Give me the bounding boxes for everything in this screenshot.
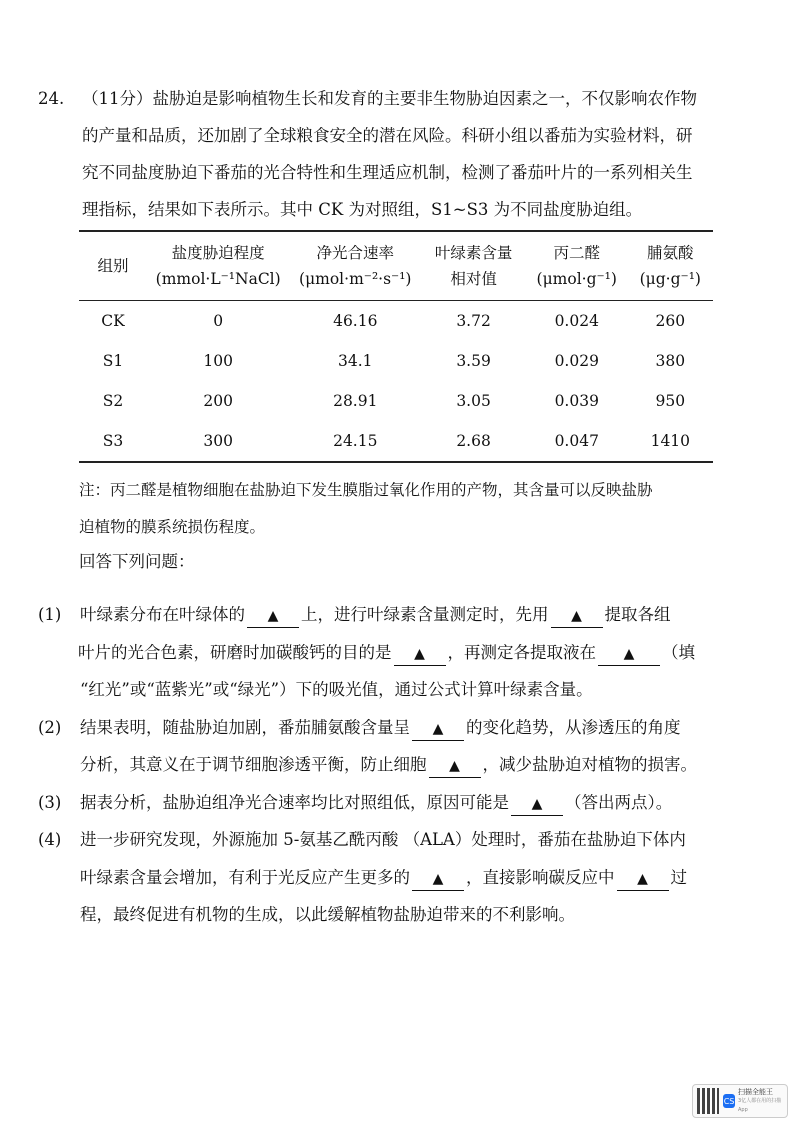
text: 的变化趋势，从渗透压的角度 <box>466 717 681 737</box>
cell: 0.039 <box>554 392 599 410</box>
cell: 34.1 <box>338 352 373 370</box>
answer-blank[interactable]: ▲ <box>511 792 563 816</box>
note-line-2: 迫植物的膜系统损伤程度。 <box>79 518 266 536</box>
table-row <box>79 381 713 421</box>
answer-blank[interactable]: ▲ <box>412 717 464 741</box>
text: （答出两点）。 <box>565 792 673 812</box>
answer-blank[interactable]: ▲ <box>429 754 481 778</box>
table-row <box>79 301 713 342</box>
sub-question-1 <box>38 596 728 709</box>
text: 据表分析，盐胁迫组净光合速率均比对照组低，原因可能是 <box>80 792 509 812</box>
text: 结果表明，随盐胁迫加剧，番茄脯氨酸含量呈 <box>80 717 410 737</box>
stem-line-4: 理指标，结果如下表所示。其中 CK 为对照组，S1~S3 为不同盐度胁迫组。 <box>82 200 643 219</box>
cell: S2 <box>102 392 124 410</box>
cell: 200 <box>203 392 233 410</box>
watermark-text <box>738 1088 783 1115</box>
results-table <box>79 230 713 463</box>
cell: 260 <box>655 312 686 330</box>
sub-question-3 <box>38 784 728 822</box>
header-proline: 脯氨酸 (μg·g⁻¹) <box>628 231 713 301</box>
cell: 950 <box>655 392 686 410</box>
cell: 0.024 <box>554 312 599 330</box>
cell: 0.029 <box>554 352 599 370</box>
answer-blank[interactable]: ▲ <box>551 604 603 628</box>
table-row <box>79 341 713 381</box>
sub-question-tag: (3) <box>38 792 62 812</box>
sub-questions <box>38 596 728 934</box>
answer-blank[interactable]: ▲ <box>394 642 446 666</box>
cell: 300 <box>147 421 289 462</box>
header-mda: 丙二醛 (μmol·g⁻¹) <box>526 231 628 301</box>
question-number: 24. <box>38 89 65 108</box>
text: 叶绿素含量会增加，有利于光反应产生更多的 <box>80 867 410 887</box>
table-header-row <box>79 231 713 301</box>
cell: 2.68 <box>421 421 526 462</box>
app-tagline: 3亿人都在用的扫描App <box>738 1097 782 1113</box>
text: （填 <box>662 642 695 662</box>
sub-question-tag: (2) <box>38 717 62 737</box>
text: 分析，其意义在于调节细胞渗透平衡，防止细胞 <box>80 755 427 774</box>
cell: 28.91 <box>333 392 378 410</box>
sub-question-tag: (1) <box>38 605 62 624</box>
cell: 1410 <box>628 421 713 462</box>
cell: 3.59 <box>456 352 491 370</box>
cell: CK <box>101 312 125 330</box>
note-line-1: 注：丙二醛是植物细胞在盐胁迫下发生膜脂过氧化作用的产物，其含量可以反映盐胁 <box>79 481 653 499</box>
sub-question-tag: (4) <box>38 830 62 849</box>
sub-question-4 <box>38 821 728 934</box>
cell: 380 <box>655 352 686 370</box>
stem-line-3: 究不同盐度胁迫下番茄的光合特性和生理适应机制，检测了番茄叶片的一系列相关生 <box>82 163 693 182</box>
cell: 46.16 <box>333 312 378 330</box>
stem-line-2: 的产量和品质，还加剧了全球粮食安全的潜在风险。科研小组以番茄为实验材料，研 <box>82 126 693 145</box>
question-stem <box>38 80 718 228</box>
cell: 0.047 <box>526 421 628 462</box>
cell: 3.72 <box>456 312 491 330</box>
cs-logo-icon: CS <box>723 1094 735 1108</box>
app-name: 扫描全能王 <box>738 1087 773 1096</box>
cell: S3 <box>79 421 147 462</box>
text: 进一步研究发现，外源施加 5-氨基乙酰丙酸 （ALA）处理时，番茄在盐胁迫下体内 <box>80 830 686 849</box>
header-photosynthesis: 净光合速率 (μmol·m⁻²·s⁻¹) <box>289 231 421 301</box>
cell: S1 <box>102 352 124 370</box>
cell: 100 <box>203 352 233 370</box>
header-group: 组别 <box>79 231 147 301</box>
text: 叶绿素分布在叶绿体的 <box>80 605 245 624</box>
answer-prompt: 回答下列问题： <box>79 552 195 571</box>
cell: 0 <box>213 312 224 330</box>
cell: 24.15 <box>289 421 421 462</box>
answer-blank[interactable]: ▲ <box>617 867 669 891</box>
text: 程，最终促进有机物的生成，以此缓解植物盐胁迫带来的不利影响。 <box>80 905 575 924</box>
text: ，减少盐胁迫对植物的损害。 <box>482 755 697 774</box>
answer-blank[interactable]: ▲ <box>247 604 299 628</box>
text: ，再测定各提取液在 <box>447 642 596 662</box>
text: “红光”或“蓝紫光”或“绿光”）下的吸光值，通过公式计算叶绿素含量。 <box>80 680 593 699</box>
sub-question-2 <box>38 709 728 784</box>
text: 上，进行叶绿素含量测定时，先用 <box>301 605 549 624</box>
answer-blank[interactable]: ▲ <box>412 867 464 891</box>
text: ，直接影响碳反应中 <box>466 867 615 887</box>
table-note <box>79 472 719 546</box>
answer-blank[interactable]: ▲ <box>598 642 660 666</box>
header-chlorophyll: 叶绿素含量 相对值 <box>421 231 526 301</box>
text: 提取各组 <box>604 605 671 624</box>
stem-line-1: （11分）盐胁迫是影响植物生长和发育的主要非生物胁迫因素之一，不仅影响农作物 <box>82 89 697 108</box>
header-salt-level: 盐度胁迫程度 (mmol·L⁻¹NaCl) <box>147 231 289 301</box>
scanner-watermark <box>692 1084 788 1118</box>
text: 过 <box>670 867 687 887</box>
table-row <box>79 421 713 462</box>
cell: 3.05 <box>456 392 491 410</box>
qr-code-icon <box>697 1088 719 1114</box>
text: 叶片的光合色素，研磨时加碳酸钙的目的是 <box>78 642 392 662</box>
